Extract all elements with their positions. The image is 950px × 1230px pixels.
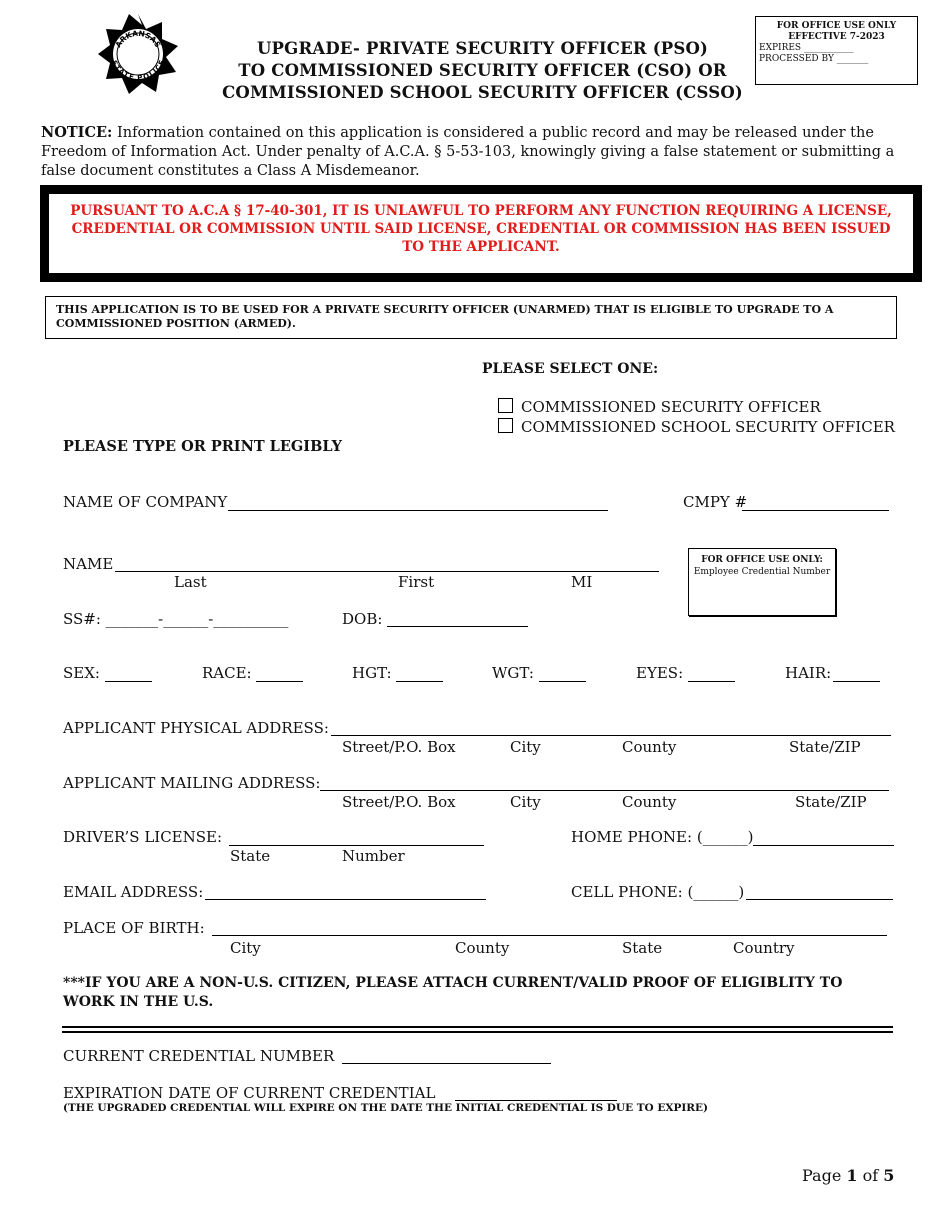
email-input[interactable] bbox=[205, 899, 486, 900]
state-police-seal bbox=[96, 12, 180, 96]
cso-option-label: COMMISSIONED SECURITY OFFICER bbox=[521, 398, 821, 416]
cell-phone-input[interactable] bbox=[746, 899, 893, 900]
cmpy-label: CMPY # bbox=[683, 493, 748, 511]
birth-input[interactable] bbox=[212, 935, 887, 936]
mailing-address-input[interactable] bbox=[320, 790, 889, 791]
sex-input[interactable] bbox=[105, 681, 152, 682]
name-label: NAME bbox=[63, 555, 114, 573]
office-use-effective: EFFECTIVE 7-2023 bbox=[788, 32, 885, 42]
last-caption: Last bbox=[174, 573, 207, 591]
form-title bbox=[190, 38, 775, 104]
csso-option-label: COMMISSIONED SCHOOL SECURITY OFFICER bbox=[521, 418, 895, 436]
csso-checkbox[interactable] bbox=[498, 418, 513, 433]
hair-label: HAIR: bbox=[785, 664, 832, 682]
employee-credential-box bbox=[688, 548, 836, 616]
company-input[interactable] bbox=[228, 510, 608, 511]
wgt-input[interactable] bbox=[539, 681, 586, 682]
dl-input[interactable] bbox=[229, 845, 484, 846]
birth-country-caption: Country bbox=[733, 939, 795, 957]
physical-city-caption: City bbox=[510, 738, 541, 756]
title-line-3: COMMISSIONED SCHOOL SECURITY OFFICER (CSSO) bbox=[222, 83, 743, 102]
page-number: 1 bbox=[846, 1166, 858, 1185]
warning-text: PURSUANT TO A.C.A § 17-40-301, IT IS UNLAWFUL TO PERFORM ANY FUNCTION REQUIRING A LICENSE, CREDENTIAL OR COMMISSION UNTIL SAID LICENSE, CREDENTIAL OR COMMISSION HAS BEEN ISSUED TO THE APPLICANT. bbox=[48, 193, 914, 274]
office-use-processed: PROCESSED BY _______ bbox=[759, 54, 869, 64]
home-phone-label: HOME PHONE: (______) bbox=[571, 828, 754, 846]
notice-paragraph bbox=[41, 123, 901, 181]
dl-number-caption: Number bbox=[342, 847, 405, 865]
physical-county-caption: County bbox=[622, 738, 677, 756]
title-line-1: UPGRADE- PRIVATE SECURITY OFFICER (PSO) bbox=[256, 39, 709, 58]
mailing-city-caption: City bbox=[510, 793, 541, 811]
print-legibly-heading: PLEASE TYPE OR PRINT LEGIBLY bbox=[63, 438, 342, 455]
office-use-box bbox=[755, 16, 918, 85]
ss-field[interactable]: SS#: _______-______-__________ bbox=[63, 610, 289, 628]
mailing-address-label: APPLICANT MAILING ADDRESS: bbox=[63, 774, 321, 792]
dl-state-caption: State bbox=[230, 847, 271, 865]
select-heading: PLEASE SELECT ONE: bbox=[482, 361, 659, 377]
physical-address-input[interactable] bbox=[331, 735, 891, 736]
mailing-county-caption: County bbox=[622, 793, 677, 811]
hgt-label: HGT: bbox=[352, 664, 392, 682]
notice-text: Information contained on this application is considered a public record and may be released under the Freedom of Information Act. Under penalty of A.C.A. § 5-53-103, knowingly giving a false statement or submitting a false document constitutes a Class A Misdemeanor. bbox=[41, 125, 895, 179]
page-indicator bbox=[802, 1166, 894, 1185]
notice-label: NOTICE: bbox=[41, 124, 113, 141]
birth-label: PLACE OF BIRTH: bbox=[63, 919, 205, 937]
physical-address-label: APPLICANT PHYSICAL ADDRESS: bbox=[63, 719, 329, 737]
eligibility-box: THIS APPLICATION IS TO BE USED FOR A PRIVATE SECURITY OFFICER (UNARMED) THAT IS ELIGIBLE TO UPGRADE TO A COMMISSIONED POSITION (ARMED). bbox=[45, 296, 897, 339]
eyes-input[interactable] bbox=[688, 681, 735, 682]
sex-label: SEX: bbox=[63, 664, 100, 682]
non-citizen-note: ***IF YOU ARE A NON-U.S. CITIZEN, PLEASE ATTACH CURRENT/VALID PROOF OF ELIGIBLITY TO WORK IN THE U.S. bbox=[63, 975, 843, 1010]
expiration-input[interactable] bbox=[455, 1100, 617, 1101]
email-label: EMAIL ADDRESS: bbox=[63, 883, 204, 901]
cso-checkbox[interactable] bbox=[498, 398, 513, 413]
race-label: RACE: bbox=[202, 664, 252, 682]
birth-county-caption: County bbox=[455, 939, 510, 957]
hgt-input[interactable] bbox=[396, 681, 443, 682]
dl-label: DRIVER’S LICENSE: bbox=[63, 828, 223, 846]
birth-state-caption: State bbox=[622, 939, 663, 957]
race-input[interactable] bbox=[256, 681, 303, 682]
dob-label: DOB: bbox=[342, 610, 383, 628]
first-caption: First bbox=[398, 573, 435, 591]
seal-bottom-text: STATE POLICE bbox=[109, 59, 167, 83]
title-line-2: TO COMMISSIONED SECURITY OFFICER (CSO) OR bbox=[238, 61, 727, 80]
name-input[interactable] bbox=[115, 571, 659, 572]
physical-statezip-caption: State/ZIP bbox=[789, 738, 861, 756]
eyes-label: EYES: bbox=[636, 664, 684, 682]
warning-box bbox=[40, 185, 922, 282]
company-label: NAME OF COMPANY bbox=[63, 493, 228, 511]
current-credential-label: CURRENT CREDENTIAL NUMBER bbox=[63, 1047, 335, 1065]
expiration-label: EXPIRATION DATE OF CURRENT CREDENTIAL bbox=[63, 1084, 436, 1102]
page-word: Page bbox=[802, 1166, 842, 1185]
of-word: of bbox=[862, 1166, 879, 1185]
office2-sub: Employee Credential Number bbox=[693, 567, 831, 577]
section-divider bbox=[62, 1026, 893, 1033]
seal-top-text: ARKANSAS bbox=[113, 28, 163, 49]
birth-city-caption: City bbox=[230, 939, 261, 957]
expiration-note: (THE UPGRADED CREDENTIAL WILL EXPIRE ON THE DATE THE INITIAL CREDENTIAL IS DUE TO EXPIRE) bbox=[63, 1102, 709, 1114]
current-credential-input[interactable] bbox=[342, 1063, 551, 1064]
cmpy-input[interactable] bbox=[742, 510, 889, 511]
cell-phone-label: CELL PHONE: (______) bbox=[571, 883, 745, 901]
hair-input[interactable] bbox=[833, 681, 880, 682]
physical-street-caption: Street/P.O. Box bbox=[342, 738, 456, 756]
wgt-label: WGT: bbox=[492, 664, 534, 682]
office-use-header: FOR OFFICE USE ONLY bbox=[776, 21, 897, 31]
page-total: 5 bbox=[883, 1166, 895, 1185]
office-use-expires: EXPIRES ___________ bbox=[759, 43, 854, 53]
mailing-statezip-caption: State/ZIP bbox=[795, 793, 867, 811]
office2-header: FOR OFFICE USE ONLY: bbox=[701, 555, 823, 565]
mi-caption: MI bbox=[571, 573, 593, 591]
dob-input[interactable] bbox=[387, 626, 528, 627]
home-phone-input[interactable] bbox=[753, 845, 894, 846]
mailing-street-caption: Street/P.O. Box bbox=[342, 793, 456, 811]
